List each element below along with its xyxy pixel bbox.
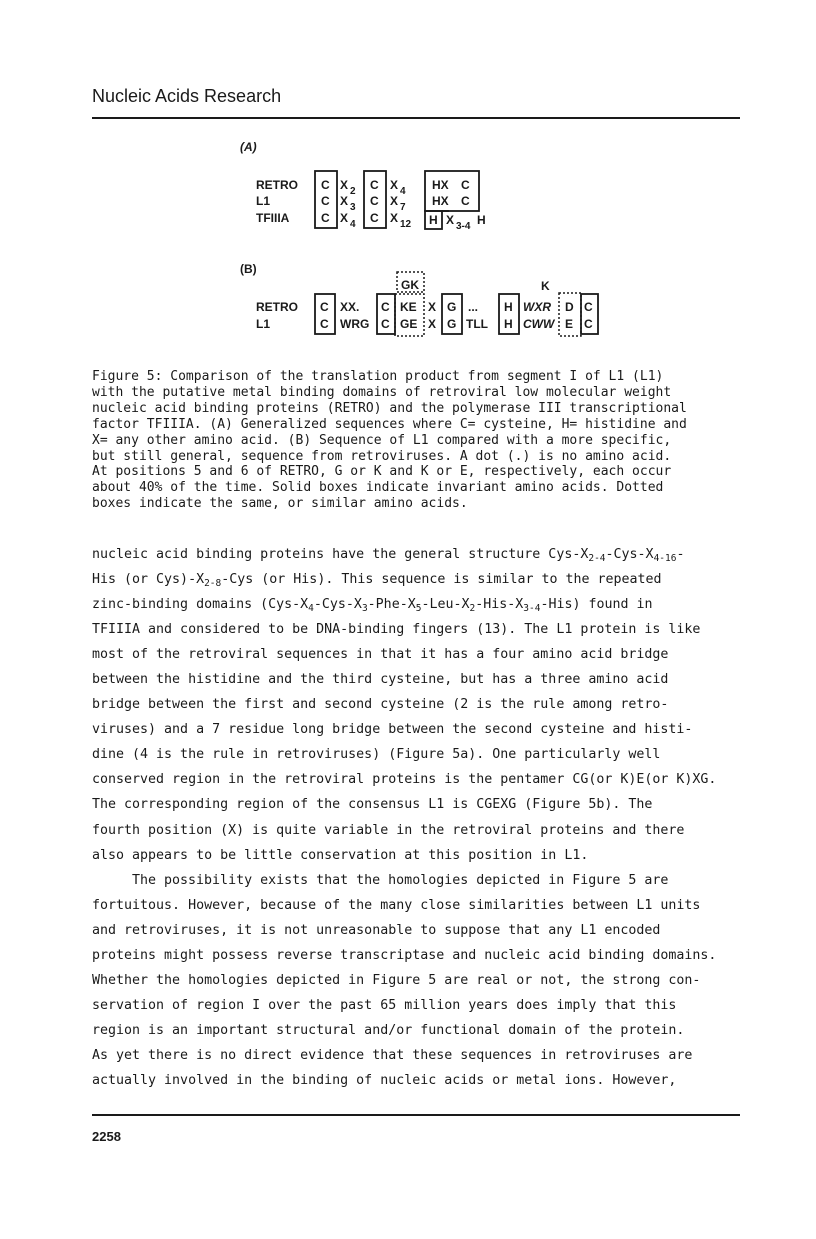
c-residue: C [370, 211, 379, 225]
x-spacer: X [340, 194, 349, 208]
body-line: Whether the homologies depicted in Figure 5 are real or not, the strong con- [92, 972, 701, 988]
c-residue: C [370, 194, 379, 208]
body-line: most of the retroviral sequences in that it has a four amino acid bridge [92, 647, 669, 663]
body-line: servation of region I over the past 65 million years does imply that this [92, 997, 677, 1013]
body-line: actually involved in the binding of nucleic acids or metal ions. However, [92, 1072, 677, 1088]
journal-title: Nucleic Acids Research [92, 86, 282, 106]
body-line: bridge between the first and second cysteine (2 is the rule among retro- [92, 697, 669, 713]
xx-residues: WRG [340, 317, 370, 331]
g-residue: G [447, 300, 457, 314]
body-line: As yet there is no direct evidence that these sequences in retroviruses are [92, 1047, 693, 1063]
x-spacer: X [390, 194, 399, 208]
c-residue: C [584, 317, 593, 331]
row-name: L1 [256, 194, 271, 208]
body-line: region is an important structural and/or functional domain of the protein. [92, 1022, 685, 1038]
h-residue: HX [432, 194, 449, 208]
c-residue: C [381, 317, 390, 331]
body-line: proteins might possess reverse transcriptase and nucleic acid binding domains. [92, 947, 717, 963]
panel-a-label: (A) [240, 140, 257, 154]
c-residue: C [584, 300, 593, 314]
c-residue: C [381, 300, 390, 314]
c-residue: C [320, 300, 329, 314]
c-residue: C [370, 178, 379, 192]
x-subscript: 4 [400, 186, 406, 197]
caption-line: boxes indicate the same, or similar amino acids. [92, 496, 468, 512]
h-residue: H [429, 213, 438, 227]
top-gk: GK [401, 278, 419, 292]
caption-line: X= any other amino acid. (B) Sequence of L1 compared with a more specific, [92, 432, 672, 448]
row-name: RETRO [256, 178, 298, 192]
row-name: L1 [256, 317, 271, 331]
caption-line: nucleic acid binding proteins (RETRO) and the polymerase III transcriptional [92, 400, 687, 416]
caption-line: about 40% of the time. Solid boxes indicate invariant amino acids. Dotted [92, 480, 664, 496]
x-subscript: 7 [400, 202, 406, 213]
x-subscript: 2 [350, 186, 356, 197]
body-text [92, 542, 752, 1093]
body-line: viruses) and a 7 residue long bridge between the second cysteine and histi- [92, 722, 693, 738]
c-residue: C [321, 211, 330, 225]
x-subscript: 3-4 [456, 221, 471, 232]
x-residue: X [428, 317, 437, 331]
body-line: zinc-binding domains $(Cys-X_4-Cys-X_3-Phe-X_5-Leu-X_2-His-X_{3-4}-His)$ found in [92, 597, 653, 615]
x-spacer: X [340, 211, 349, 225]
body-line: fortuitous. However, because of the many close similarities between L1 units [92, 897, 701, 913]
caption-line: but still general, sequence from retroviruses. A dot (.) is no amino acid. [92, 448, 672, 464]
x-spacer: X [390, 178, 399, 192]
g-residue: G [447, 317, 457, 331]
page-number: 2258 [92, 1129, 121, 1144]
c-residue: C [461, 178, 470, 192]
row-name: RETRO [256, 300, 298, 314]
h-residue: H [477, 213, 486, 227]
caption-line: factor TFIIIA. (A) Generalized sequences where C= cysteine, H= histidine and [92, 416, 687, 432]
c-residue: C [321, 194, 330, 208]
footer-rule [92, 1114, 740, 1116]
panel-b-label: (B) [240, 262, 257, 276]
h-residue: HX [432, 178, 449, 192]
top-k: K [541, 279, 550, 293]
x-spacer: X [446, 213, 455, 227]
x-residue: X [428, 300, 437, 314]
gap-residues: TLL [466, 317, 488, 331]
ke-residues: KE [400, 300, 417, 314]
x-spacer: X [340, 178, 349, 192]
figure-caption [92, 369, 752, 512]
body-line: His (or $Cys)-X_{2-8}$-Cys (or His). This sequence is similar to the repeated [92, 572, 662, 590]
h-residue: H [504, 317, 513, 331]
body-line: fourth position (X) is quite variable in the retroviral proteins and there [92, 822, 685, 838]
xx-residues: XX. [340, 300, 360, 314]
c-residue: C [461, 194, 470, 208]
body-line: nucleic acid binding proteins have the general structure Cys-$X_{2-4}-Cys-X_{4-16}-$ [92, 547, 685, 564]
row-name: TFIIIA [256, 211, 290, 225]
body-line: and retroviruses, it is not unreasonable to suppose that any L1 encoded [92, 922, 661, 938]
c-residue: C [320, 317, 329, 331]
body-line: between the histidine and the third cysteine, but has a three amino acid [92, 672, 669, 688]
wxr-residues: WXR [523, 300, 551, 314]
wxr-residues: CWW [523, 317, 555, 331]
body-line: The possibility exists that the homologies depicted in Figure 5 are [132, 872, 669, 888]
caption-line: Figure 5: Comparison of the translation product from segment I of L1 (L1) [92, 369, 664, 384]
body-line: TFIIIA and considered to be DNA-binding fingers (13). The L1 protein is like [92, 622, 701, 638]
body-line: dine (4 is the rule in retroviruses) (Figure 5a). One particularly well [92, 747, 661, 763]
body-line: The corresponding region of the consensus L1 is CGEXG (Figure 5b). The [92, 797, 653, 813]
de-residue: E [565, 317, 574, 331]
caption-line: with the putative metal binding domains of retroviral low molecular weight [92, 384, 672, 400]
body-line: also appears to be little conservation at this position in L1. [92, 847, 589, 863]
x-spacer: X [390, 211, 399, 225]
ke-residues: GE [400, 317, 418, 331]
x-subscript: 12 [400, 219, 412, 230]
h-residue: H [504, 300, 513, 314]
body-line: conserved region in the retroviral proteins is the pentamer CG(or K)E(or K)XG. [92, 772, 717, 788]
x-subscript: 3 [350, 202, 356, 213]
de-residue: D [565, 300, 574, 314]
c-residue: C [321, 178, 330, 192]
caption-line: At positions 5 and 6 of RETRO, G or K and K or E, respectively, each occur [92, 464, 672, 480]
gap-residues: ... [468, 300, 479, 314]
figure-5 [0, 0, 816, 360]
x-subscript: 4 [350, 219, 356, 230]
